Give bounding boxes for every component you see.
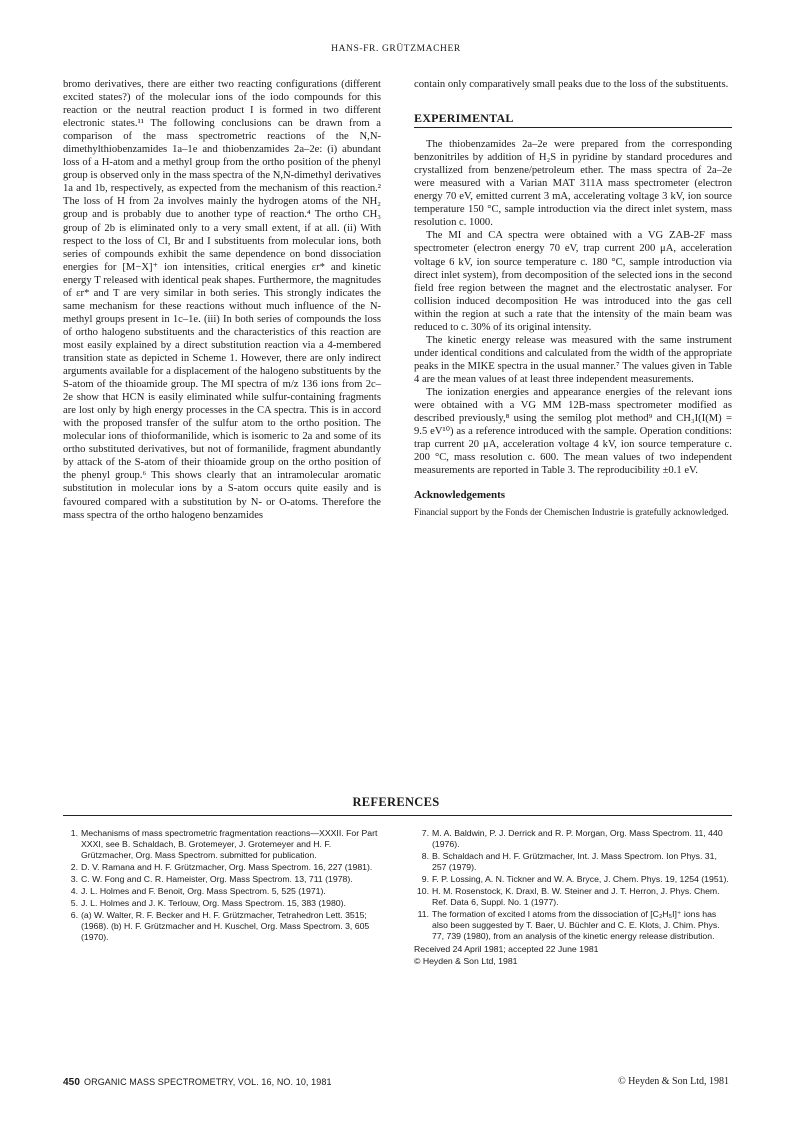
acknowledgements-text: Financial support by the Fonds der Chemischen Industrie is gratefully acknowledged. <box>414 507 729 518</box>
reference-text: H. M. Rosenstock, K. Draxl, B. W. Steiner and J. T. Herron, J. Phys. Chem. Ref. Data 6, Suppl. No. 1 (1977). <box>432 886 720 907</box>
reference-number: 10. <box>416 886 429 896</box>
reference-text: J. L. Holmes and F. Benoit, Org. Mass Spectrom. 5, 525 (1971). <box>81 886 326 896</box>
reference-text: B. Schaldach and H. F. Grützmacher, Int. J. Mass Spectrom. Ion Phys. 31, 257 (1979). <box>432 851 717 872</box>
page-footer-copyright: © Heyden & Son Ltd, 1981 <box>618 1076 729 1087</box>
reference-number: 7. <box>421 828 429 838</box>
running-head: HANS-FR. GRÜTZMACHER <box>331 44 461 54</box>
right-column <box>414 78 732 519</box>
reference-number: 9. <box>421 874 429 884</box>
reference-item <box>414 886 732 908</box>
body-paragraph: bromo derivatives, there are either two reacting configurations (different excited states?) of the molecular ions of the iodo compounds for this reaction or the neutral reaction product I is formed in two different electronic states.¹¹ The following conclusions can be drawn from a comparison of the mass spectrometric reactions of the N,N-dimethylthiobenzamides 1a–1e and thiobenzamides 2a–2e: (i) abundant loss of a H-atom and a methyl group from the ortho position of the phenyl group is observed only in the mass spectra of the N,N-dimethyl derivatives 1a and 1b, respectively, as expected from the mechanism of this reaction.² The loss of H from 2a involves mainly the hydrogen atoms of the NH₂ group and is probably due to another type of reaction.⁴ The ortho CH₃ group of 2b is eliminated only to a very small extent, if at all. (ii) With respect to the loss of Cl, Br and I substituents from molecular ions, both series of compounds exhibit the same dependence on bond dissociation energies for [M−X]⁺ ion intensities, critical energies εr* and kinetic energy T released with identical peak shapes. Furthermore, the magnitudes of εr* and T are very similar in both series. This strongly indicates the same mechanism for these reactions without much influence of the N-methyl groups present in 1c–1e. (iii) In both series of compounds the loss of ortho halogeno substituents and the characteristics of this reaction are most easily explained by a direct substitution reaction via a 4-membered transition state as depicted in Scheme 1. However, there are only indirect arguments available for a displacement of the halogeno substituents by the S-atom of the thioamide group. The MI spectra of m/z 136 ions from 2c–2e show that HCN is easily eliminated while sulfur-containing fragments are lost only by high energy processes in the CA spectra. This is in accord with the proposed transfer of the sulfur atom to the ortho position. The molecular ions of thioformanilide, which is isomeric to 2a and some of its ortho substituted derivatives, but not of formanilide, fragment abundantly by attack of the S-atom of their thioamide group on the ortho position of the phenyl group.⁶ This shows clearly that an intramolecular aromatic substitution in molecular ions by a S-atom occurs quite easily and is favoured compared with a substitution by N- or O-atoms. Therefore the mass spectra of the ortho halogeno benzamides <box>63 79 381 521</box>
reference-item <box>63 862 381 873</box>
reference-item <box>414 874 732 885</box>
experimental-paragraph: The MI and CA spectra were obtained with a VG ZAB-2F mass spectrometer (electron energy 70 eV, trap current 200 μA, acceleration voltage 6 kV, ion source temperature c. 180 °C, sample introduction via direct inlet system), from decomposition of the selected ions in the second field free region between the magnet and the electrostatic analyser. For collision induced decomposition He was introduced into the gas cell within the region at such a rate that the intensity of the main beam was reduced to c. 30% of its original intensity. <box>414 230 732 333</box>
page-number: 450 <box>63 1077 80 1088</box>
references-divider <box>63 815 732 816</box>
reference-number: 6. <box>70 910 78 920</box>
reference-number: 5. <box>70 898 78 908</box>
reference-item <box>414 828 732 850</box>
reference-number: 11. <box>417 909 429 919</box>
experimental-paragraph: The ionization energies and appearance energies of the relevant ions were obtained with a VG MM 12B-mass spectrometer modified as described previously,⁸ using the semilog plot method⁹ and CH₃I(I(M) = 9.5 eV¹⁰) as a reference introduced with the sample. Operation conditions: trap current 20 μA, acceleration voltage 4 kV, ion source temperature c. 200 °C, mass resolution c. 600. The mean values of two independent measurements are reported in Table 3. The reproducibility ±0.1 eV. <box>414 386 732 477</box>
reference-text: F. P. Lossing, A. N. Tickner and W. A. Bryce, J. Chem. Phys. 19, 1254 (1951). <box>432 874 729 884</box>
reference-text: Mechanisms of mass spectrometric fragmentation reactions—XXXII. For Part XXXI, see B. Schaldach, B. Grotemeyer, J. Grotemeyer and H. F. Grützmacher, Org. Mass Spectrom. submitted for publication. <box>81 828 378 860</box>
reference-item <box>63 898 381 909</box>
references-heading: REFERENCES <box>352 795 440 809</box>
reference-text: M. A. Baldwin, P. J. Derrick and R. P. Morgan, Org. Mass Spectrom. 11, 440 (1976). <box>432 828 723 849</box>
reference-text: D. V. Ramana and H. F. Grützmacher, Org. Mass Spectrom. 16, 227 (1981). <box>81 862 373 872</box>
reference-number: 8. <box>421 851 429 861</box>
reference-item <box>63 910 381 943</box>
received-dates <box>414 943 732 967</box>
reference-text: (a) W. Walter, R. F. Becker and H. F. Grützmacher, Tetrahedron Lett. 3515; (1968). (b) H. F. Grützmacher and H. Kuschel, Org. Mass Spectrom. 3, 605 (1970). <box>81 910 370 942</box>
reference-item <box>414 909 732 942</box>
copyright-line: © Heyden & Son Ltd, 1981 <box>414 956 518 966</box>
reference-item <box>63 874 381 885</box>
reference-item <box>414 851 732 873</box>
experimental-heading: EXPERIMENTAL <box>414 112 732 128</box>
left-column <box>63 78 381 522</box>
references-list-left <box>63 828 381 944</box>
body-paragraph: contain only comparatively small peaks due to the loss of the substituents. <box>414 79 729 90</box>
reference-number: 3. <box>70 874 78 884</box>
reference-text: The formation of excited I atoms from the dissociation of [C₂H₅I]⁺ ions has also been suggested by T. Baer, U. Büchler and C. E. Klots, J. Chim. Phys. 77, 739 (1980), from an analysis of the kinetic energy release distribution. <box>432 909 720 941</box>
experimental-paragraph: The kinetic energy release was measured with the same instrument under identical conditions and calculated from the width of the appropriate peaks in the MIKE spectra in the usual manner.⁷ The values given in Table 4 are the mean values of at least three independent measurements. <box>414 334 732 385</box>
reference-number: 2. <box>70 862 78 872</box>
reference-number: 1. <box>70 828 78 838</box>
reference-item <box>63 886 381 897</box>
reference-text: J. L. Holmes and J. K. Terlouw, Org. Mass Spectrom. 15, 383 (1980). <box>81 898 346 908</box>
reference-number: 4. <box>70 886 78 896</box>
page-footer-left <box>63 1077 332 1088</box>
experimental-paragraph: The thiobenzamides 2a–2e were prepared from the corresponding benzonitriles by addition of H₂S in pyridine by standard procedures and crystallized from benzene/petroleum ether. The mass spectra of 2a–2e were measured with a Varian MAT 311A mass spectrometer (electron energy 70 eV, emitted current 3 mA, accelerating voltage 3 kV, ion source temperature 150 °C, sample introduction via the direct inlet system, mass resolution c. 1000. <box>414 139 732 229</box>
reference-text: C. W. Fong and C. R. Hameister, Org. Mass Spectrom. 13, 711 (1978). <box>81 874 353 884</box>
received-line: Received 24 April 1981; accepted 22 June 1981 <box>414 944 599 954</box>
acknowledgements-heading: Acknowledgements <box>414 489 506 502</box>
references-list-right <box>414 828 732 968</box>
reference-item <box>63 828 381 861</box>
journal-citation: ORGANIC MASS SPECTROMETRY, VOL. 16, NO. 10, 1981 <box>84 1077 332 1087</box>
